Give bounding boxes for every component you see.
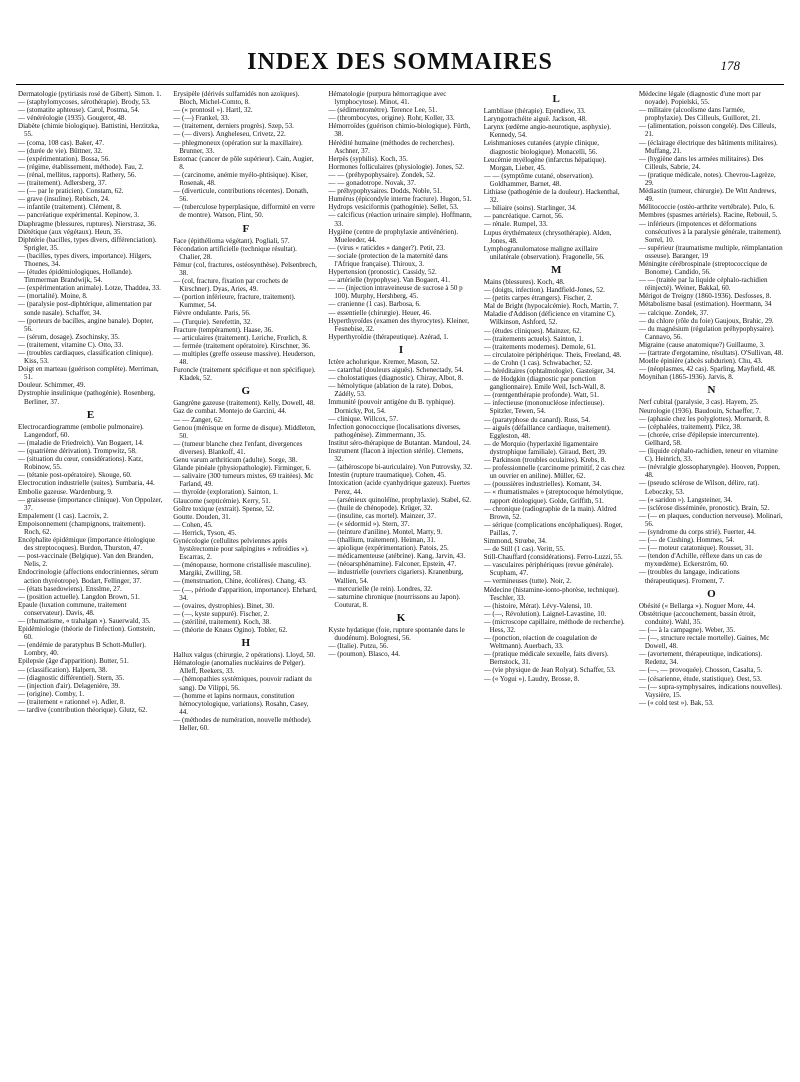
page-header: [0, 0, 800, 75]
index-entry: — (porteurs de bacilles, angine banale). Dopter, 56.: [18, 316, 154, 333]
index-entry: — (bacilles, types divers, importance). Hilgers, Thoenes, 34.: [18, 251, 152, 268]
index-entry: — du chlore (rôle du foie) Gaujoux, Brahic, 29.: [638, 316, 774, 325]
index-entry: Epidémiologie (théorie de l'infection). Gottstein, 60.: [18, 625, 156, 642]
index-entry: Institut séro-thérapique de Butantan. Mandoul, 24.: [328, 438, 471, 447]
index-entry: — (situation du cœur, considérations). Katz, Robinow, 55.: [18, 455, 143, 472]
index-entry: Fièvre ondulante. Paris, 56.: [173, 309, 251, 318]
index-entry: — (ponction, réaction de coagulation de Weltmann). Auerbach, 33.: [483, 634, 598, 651]
index-entry: — mercurielle (le rein). Londres, 32.: [328, 584, 433, 593]
index-entry: — (— divers). Angheleseu, Crivetz, 22.: [173, 130, 286, 139]
section-letter: O: [707, 587, 716, 600]
index-entry: — (Turquie). Serefettin, 32.: [173, 317, 253, 326]
index-entry: — artérielle (hypophyse). Van Bogaert, 41.: [328, 276, 450, 285]
index-entry: — vasculaires périphériques (revue générale). Scupham, 47.: [483, 561, 614, 578]
index-entry: — (pratique médicale, notes). Chevrou-Lagrèze, 29.: [638, 170, 776, 188]
index-entry: — (doigts, infection). Handfield-Jones, 52.: [483, 286, 605, 295]
index-entry: — (rœntgenthérapie profonde). Watt, 51.: [483, 391, 599, 400]
index-entry: — pancréatique expérimental. Kepinow, 3.: [18, 211, 140, 220]
index-entry: Gaz de combat. Montejo de Garcini, 44.: [173, 407, 287, 416]
index-entry: — (césarienne, étude, statistique). Oest, 53.: [638, 674, 762, 683]
index-entry: Migraine (cause anatomique?) Guillaume, 3.: [638, 340, 765, 349]
index-entry: Hémorroïdes (guérison chimio-biologique). Fürth, 38.: [328, 122, 471, 139]
index-entry: — graisseuse (importance clinique). Von Oppolzer, 37.: [18, 495, 163, 512]
index-entry: — (virus « raticides » danger?). Petit, 23.: [328, 243, 446, 252]
index-entry: — (théorie de Knaus Ogino). Tobler, 62.: [173, 626, 288, 634]
index-entry: — de Hodgkin (diagnostic par ponction ganglionnaire). Emile Weil, Isch-Wall, 8.: [483, 375, 606, 392]
index-entry: Médecine (histamine-ionto-phorèse, technique). Teschler, 33.: [483, 585, 620, 602]
index-entry: — (rhumatisme, « trahalgan »). Sauerwald, 35.: [18, 617, 151, 625]
index-entry: Goître toxique (extrait). Spense, 52.: [173, 504, 275, 513]
index-entry: — (diagnostic différentiel). Stern, 35.: [18, 673, 125, 682]
index-entry: — (expérimentation animale). Lotze, Thaddea, 33.: [18, 284, 161, 293]
index-entry: — (injection d'air). Delagenière, 39.: [18, 681, 121, 690]
index-entry: — (expérimentation). Bossa, 56.: [18, 154, 110, 163]
index-entry: — — (symptôme cutané, observation). Goldhammer, Barnet, 48.: [483, 171, 594, 188]
index-entry: — (céphalées, traitement). Pilcz, 38.: [638, 422, 742, 431]
index-entry: — (paralysie post-diphtérique, alimentation par sonde nasale). Schaffer, 34.: [18, 300, 153, 317]
index-entry: — (aphasie chez les polyglottes). Mornardt, 8.: [638, 414, 770, 423]
index-column-3: [328, 90, 473, 1074]
index-entry: Goutte. Douden, 31.: [173, 512, 231, 521]
index-entry: — (col, fracture, fixation par crochets de Kirschner). Dyas, Aries, 49.: [173, 277, 289, 294]
index-entry: Hygiène (centre de prophylaxie antivénérien). Mueleeder, 44.: [328, 227, 459, 244]
index-entry: Moelle épinière (abcès subdurien). Chu, 43.: [638, 357, 763, 366]
index-entry: — Parkinson (troubles oculaires). Krebs, 8.: [483, 456, 607, 465]
index-column-2: [173, 90, 318, 1074]
index-entry: Mains (blessures). Koch, 48.: [483, 277, 565, 286]
index-entry: — (huile de chénopode). Krüger, 32.: [328, 503, 433, 512]
index-entry: — (— en plaques, conduction nerveuse). Molinari, 56.: [638, 511, 783, 528]
index-entry: Hyperthyroïdie (thérapeutique). Azérad, 1.: [328, 332, 449, 341]
index-entry: Diététique (aux végétaux). Heun, 35.: [18, 227, 123, 236]
index-entry: Furoncle (traitement spécifique et non spécifique). Kladek, 52.: [173, 366, 316, 383]
section-letter: K: [396, 611, 406, 624]
index-entry: — (thallium, traitement). Heiman, 31.: [328, 536, 436, 545]
index-entry: Hydrops vesiciformis (pathogénie). Sellet, 53.: [328, 203, 459, 212]
index-entry: — (sérum, dosage). Zsochinsky, 35.: [18, 332, 120, 341]
index-entry: Ictère acholurique. Kremer, Mason, 52.: [328, 358, 440, 366]
index-entry: — de Crohn (1 cas). Schwabacher, 52.: [483, 358, 593, 367]
index-entry: Face (épithélioma végétant). Pogliali, 57.: [173, 236, 290, 245]
index-entry: — clinique. Willcox, 57.: [328, 414, 399, 423]
index-entry: — (stomatite aphteuse). Carol, Postma, 54.: [18, 106, 140, 115]
index-entry: Empoisonnement (champignons, traitement). Roch, 62.: [18, 519, 146, 536]
index-entry: Médiastin (tumeur, chirurgie). De Witt Andrews, 49.: [638, 187, 777, 204]
index-entry: — fermée (traitement opératoire). Kirschner, 36.: [173, 341, 311, 350]
index-entry: Hérédité humaine (méthodes de recherches). Aschner, 37.: [328, 138, 455, 155]
index-entry: — (position actuelle). Langdon Brown, 51.: [18, 592, 140, 601]
page-title: INDEX DES SOMMAIRES: [247, 49, 553, 75]
index-entry: Mélitococcie (ostéo-arthrite vertébrale). Pulo, 6.: [638, 203, 775, 212]
index-entry: Humérus (épicondyle interne fracture). Hugon, 51.: [328, 195, 472, 204]
index-entry: — (homme et lapins normaux, constitution hémocytologique, variations). Rosahn, Casey, 44.: [173, 691, 309, 716]
index-entry: — (sédimentomètre). Terence Lee, 51.: [328, 106, 438, 115]
index-entry: — calcique. Zondek, 37.: [638, 308, 709, 317]
index-entry: — (— supra-symphysaires, indications nouvelles). Vaysière, 15.: [638, 682, 783, 699]
index-columns: [18, 90, 784, 1074]
index-entry: — grave (insuline). Rebisch, 24.: [18, 195, 110, 204]
index-entry: — (— moteur catatonique). Rousset, 31.: [638, 544, 754, 553]
index-entry: — (—, période d'apparition, importance). Ehrhard, 34.: [173, 585, 317, 602]
index-entry: Endocrinologie (affections endocriniennes, sérum action thyréotrope). Bodart, Fellinger, 37.: [18, 568, 159, 585]
index-entry: — (— à la campagne). Weber, 35.: [638, 626, 736, 634]
index-entry: Lupus érythémateux (chrysothérapie). Alden, Jones, 48.: [483, 228, 612, 245]
index-entry: — vermineuses (tutte). Noir, 2.: [483, 577, 572, 586]
index-entry: Still-Chauffard (considérations). Ferro-Luzzi, 55.: [483, 553, 623, 562]
index-entry: — (staphylomycoses, sérothérapie). Brody, 53.: [18, 98, 151, 107]
page-number: 178: [720, 58, 740, 73]
index-entry: — (tuberculose hyperplasique, difformité en verre de montre). Watson, Flint, 50.: [173, 203, 315, 220]
index-entry: — — gonadotrope. Novak, 37.: [328, 179, 416, 188]
index-entry: — supérieur (traumatisme multiple, réimplantation osseuse). Baranger, 19: [638, 243, 783, 260]
index-entry: — du magnésium (régulation préhypophysaire). Cannavo, 56.: [638, 324, 775, 341]
index-entry: Immunité (pouvoir antigène du B. typhique). Dornicky, Pot, 54.: [328, 398, 456, 415]
index-entry: Genu varum arthriticum (adulte). Sorge, 38.: [173, 456, 298, 465]
index-entry: — (—, — provoquée). Chosson, Casalta, 5.: [638, 666, 763, 675]
index-entry: Dermatologie (pytiriasis rosé de Gibert). Simon. 1.: [18, 90, 162, 98]
section-letter: N: [707, 384, 716, 397]
index-entry: — (menstruation, Chine, écolières). Chang, 43.: [173, 577, 307, 586]
index-entry: — (pseudo sclérose de Wilson, délire, rat). Leboczky, 53.: [638, 479, 760, 496]
section-letter: I: [398, 343, 404, 356]
index-entry: Herpès (syphilis). Koch, 35.: [328, 154, 408, 163]
index-entry: — (sclérose disséminée, pronostic). Brain, 52.: [638, 503, 770, 512]
header-rule: [16, 84, 784, 85]
index-entry: — (traitement, vitamine C). Otto, 33.: [18, 340, 124, 349]
index-entry: Maladie d'Addison (déficience en vitamine C). Wilkinson, Ashford, 52.: [483, 310, 616, 327]
index-entry: — salivaire (300 tumeurs mixtes, 69 traitées). Mc Farland, 49.: [173, 472, 314, 489]
index-entry: Métabolisme basal (estimation). Hoermann, 34: [638, 300, 772, 309]
index-entry: Epilepsie (âge d'apparition). Butter, 51.: [18, 657, 129, 666]
index-entry: — (origine). Comby, 1.: [18, 689, 85, 698]
index-entry: — (traitement). Adlersberg, 37.: [18, 179, 107, 188]
index-column-5: [639, 90, 784, 1074]
index-entry: — (—, kyste suppuré). Fischer, 2.: [173, 609, 270, 618]
section-letter: G: [241, 385, 251, 398]
index-entry: — (traitement « rationnel »). Adler, 8.: [18, 697, 126, 706]
index-entry: Electrocution industrielle (suites). Sumbaria, 44.: [18, 479, 155, 488]
index-entry: Intoxication (acide cyanhydrique gazeux). Fuertes Perez, 44.: [328, 479, 470, 496]
index-entry: — (« sédormid »). Stern, 37.: [328, 519, 410, 528]
index-entry: — infantile (traitement). Clément, 8.: [18, 203, 122, 212]
index-entry: — (éclairage électrique des bâtiments militaires). Muffang, 21.: [638, 138, 778, 155]
index-entry: — (névralgie glossopharyngée). Hooven, Poppen, 48.: [638, 463, 780, 480]
index-entry: — (mortalité). Moine, 8.: [18, 292, 88, 301]
section-letter: H: [241, 637, 251, 650]
index-entry: Hématologie (anomalies nucléaires de Pelger). Alleff, Reekers, 33.: [173, 659, 305, 676]
index-entry: Méningite cérébrospinale (streptococcique de Bonome). Candido, 56.: [638, 259, 768, 277]
index-entry: Glaucome (septicémie). Kerry, 51.: [173, 496, 271, 505]
index-entry: Mal de Bright (hypocalcémie). Roch, Martin, 7.: [483, 302, 619, 311]
index-entry: Lymphogranulomatose maligne axillaire unilatérale (observation). Fragonelle, 56.: [483, 244, 605, 261]
index-entry: — (quatrième dérivation). Trompwitz, 58.: [18, 447, 137, 456]
section-letter: M: [551, 263, 562, 276]
index-entry: — multiples (greffe osseuse massive). Heuderson, 48.: [173, 349, 315, 366]
index-entry: Hallux valgus (chirurgie, 2 opérations). Lloyd, 50.: [173, 651, 316, 660]
index-entry: — (—, Révolution). Laignel-Lavastine, 10.: [483, 609, 607, 618]
index-entry: — — Zanger, 62.: [173, 415, 223, 424]
index-entry: Diphtérie (bacilles, types divers, différenciation). Sprigler, 35.: [18, 235, 157, 252]
index-entry: — chronique (radiographie de la main). Aldred Brown, 52.: [483, 504, 617, 521]
index-entry: Glande pinéale (physiopathologie). Firminger, 6.: [173, 464, 311, 473]
index-entry: — sérique (complications encéphaliques). Roger, Paillas, 7.: [483, 520, 623, 537]
index-entry: — (syndrome du corps strié). Fuerter, 44.: [638, 527, 756, 536]
index-entry: — — (traitée par la liquide céphalo-rachidien réinjecté). Weiner, Bakkal, 60.: [638, 276, 768, 293]
index-entry: — (classification). Halpern, 38.: [18, 665, 108, 674]
index-entry: Médecine légale (diagnostic d'une mort par noyade). Popielski, 55.: [638, 90, 761, 107]
index-entry: — cholostatiques (diagnostic). Chiray, Albot, 8.: [328, 374, 464, 383]
index-entry: Mérigot de Treigny (1860-1936). Desfosses, 8.: [638, 292, 772, 301]
index-entry: — (hygiène dans les armées militaires). Des Cilleuls, Sabrie, 24.: [638, 154, 764, 171]
index-entry: Leucémie myélogène (infarctus hépatique). Morgan, Lieber, 45.: [483, 155, 607, 172]
index-entry: — (insuline, cas mortel). Mainzer, 37.: [328, 511, 436, 520]
index-entry: Doigt en marteau (guérison complète). Merriman, 51.: [18, 365, 159, 382]
index-entry: — (néoarsphénamine). Falconer, Epstein, 47.: [328, 560, 457, 569]
index-entry: Fémur (col, fractures, ostéosynthèse). Pelsenbrech, 38.: [173, 260, 317, 277]
index-entry: — apiolique (expérimentation). Patois, 25.: [328, 544, 449, 553]
index-entry: Empalement (1 cas). Lacroix, 2.: [18, 511, 109, 520]
index-entry: — (troubles du langage, indications thérapeutiques). Froment, 7.: [638, 568, 740, 585]
index-entry: — (—) Frankel, 33.: [173, 114, 230, 123]
index-entry: Diaphragme (blessures, ruptures). Nierstrasz, 36.: [18, 219, 157, 228]
index-entry: — (poumon). Blasco, 44.: [328, 650, 401, 659]
index-entry: — (traitement, derniers progrès). Szep, 53.: [173, 122, 294, 131]
index-column-4: [484, 90, 629, 1074]
index-entry: — (alimentation, poisson congelé). Des Cilleuls, 21.: [638, 122, 777, 139]
index-entry: — (études cliniques). Mainzer, 62.: [483, 326, 582, 335]
index-entry: Leishmanioses cutanées (atypie clinique, diagnostic biologique). Monacelli, 56.: [483, 139, 600, 156]
index-entry: — biliaire (soins). Starlinger, 34.: [483, 204, 577, 213]
index-entry: — (—, structure rectale mortelle). Gaines, Mc Dowell, 48.: [638, 634, 770, 651]
index-entry: — (troubles cardiaques, classification clinique). Kiss, 53.: [18, 349, 154, 366]
section-letter: L: [552, 93, 560, 105]
index-entry: — (tumeur blanche chez l'enfant, divergences diverses). Blankoff, 41.: [173, 439, 303, 456]
index-entry: — (coma, 108 cas). Baker, 47.: [18, 138, 105, 147]
index-entry: — (tétanie post-opératoire). Skouge, 60.: [18, 471, 132, 480]
index-column-1: [18, 90, 163, 1074]
index-entry: Obésité (« Bellarga »). Noguer More, 44.: [638, 601, 756, 610]
index-entry: — sociale (protection de la maternité dans l'Afrique française). Thiroux, 3.: [328, 251, 448, 268]
index-entry: — vénéréologie (1935). Gougerot, 48.: [18, 114, 127, 123]
index-entry: — (vie physique de Jean Rolyat). Schaffer, 53.: [483, 666, 616, 675]
index-entry: — tardive (contribution théorique). Glutz, 62.: [18, 706, 148, 715]
index-entry: — (microscope capillaire, méthode de recherche). Hess, 32.: [483, 617, 625, 634]
index-entry: — Cohen, 45.: [173, 520, 213, 529]
index-entry: — (chorée, crise d'épilepsie intercurrente). Gellhard, 58.: [638, 430, 760, 447]
index-entry: — préhypophysaires. Dodds, Noble, 51.: [328, 187, 442, 196]
index-entry: — (« cold test »). Bak, 53.: [638, 698, 714, 707]
index-entry: Fracture (tempérament). Haase, 36.: [173, 325, 273, 334]
index-entry: Fécondation artificielle (technique résultat). Chalier, 28.: [173, 244, 297, 261]
index-entry: — (thrombocytes, origine). Rohr, Koller, 33.: [328, 114, 455, 123]
index-entry: — (histoire, Mérat). Lévy-Valensi, 10.: [483, 601, 593, 610]
index-entry: — médicamenteuse (atébrine). Kang, Jarvin, 43.: [328, 552, 466, 561]
index-entry: Infection gonococcique (localisations diverses, pathogénèse). Zimmermann, 35.: [328, 422, 461, 439]
index-entry: Douleur. Schimmer, 49.: [18, 381, 86, 390]
index-entry: — (traitements actuels). Sainton, 1.: [483, 334, 584, 343]
index-entry: — phlegmoneux (opération sur la maxillaire). Brunner, 33.: [173, 138, 303, 155]
index-entry: — pancréatique. Carnot, 56.: [483, 212, 564, 221]
index-entry: Gynécologie (cellulites pelviennes après hystérectomie pour salpingites « refroidies »). Escarras, 2.: [173, 536, 309, 562]
index-entry: Hypertension (pronostic). Cassidy, 52.: [328, 268, 437, 277]
index-entry: Laryngotrachéite aiguë. Jackson, 48.: [483, 115, 587, 124]
index-entry: — calcificus (réaction urinaire simple). Hoffmann, 33.: [328, 211, 472, 228]
index-entry: — de Morquio (hyperlaxité ligamentaire dystrophique familiale). Giraud, Bert, 39.: [483, 439, 607, 456]
index-entry: — industrielle (ouvriers cigariers). Kranenburg, Wallien, 54.: [328, 568, 464, 585]
index-entry: — — (injection intraveineuse de sucrose à 50 p 100). Murphy, Hershberg, 45.: [328, 284, 463, 301]
index-entry: Kyste hydatique (foie, rupture spontanée dans le duodénum). Bolognesi, 56.: [328, 626, 465, 643]
index-entry: — (traitements modernes). Demole, 61.: [483, 342, 596, 351]
index-entry: Embolie gazeuse. Wardenburg, 9.: [18, 487, 113, 496]
index-entry: — cranienne (1 cas). Barbosa, 6.: [328, 300, 421, 309]
index-entry: — thyroïde (exploration). Sainton, 1.: [173, 488, 278, 497]
index-entry: — post-vaccinale (Belgique). Van den Branden, Nelis, 2.: [18, 552, 154, 569]
index-entry: — (teinture d'aniline). Montel, Marty, 9.: [328, 527, 443, 536]
index-entry: Moynihan (1865-1936). Jarvis, 8.: [638, 373, 734, 382]
index-entry: Encéphalite épidémique (importance étiologique des streptocoques). Burdon, Thurston, 47.: [18, 536, 156, 553]
index-entry: Larynx (œdème angio-neurotique, asphyxie). Kennedy, 54.: [483, 123, 611, 140]
index-entry: Epaule (luxation commune, traitement conservateur). Davis, 48.: [18, 600, 127, 617]
index-entry: Electrocardiogramme (embolie pulmonaire). Langendorf, 60.: [18, 422, 144, 439]
index-entry: — (études épidémiologiques, Hollande). Timmerman Brandwijk, 54.: [18, 268, 133, 285]
index-entry: — militaire (alcoolisme dans l'armée, prophylaxie). Des Cilleuls, Guilloret, 21.: [638, 106, 761, 123]
index-entry: Obstétrique (accouchement, bassin étroit, conduite). Wahl, 35.: [638, 609, 756, 626]
index-entry: — (stérilité, traitement). Koch, 38.: [173, 617, 272, 626]
index-entry: — — (préhypophysaire). Zondek, 52.: [328, 170, 436, 179]
index-entry: Instrument (flacon à injection stérile). Clemens, 32.: [328, 447, 464, 464]
index-entry: — (— de Cushing). Hommes, 54.: [638, 536, 735, 545]
index-entry: — (poussières industrielles). Komant, 34.: [483, 480, 602, 489]
index-entry: — professionnelle (carcinome primitif, 2 cas chez un ouvrier en aniline). Müller, 62.: [483, 464, 625, 481]
index-entry: — aiguës (défaillance cardiaque, traitement). Eggleston, 48.: [483, 423, 611, 440]
index-entry: — articulaires (traitement). Leriche, Frœlich, 8.: [173, 333, 308, 342]
index-entry: — (petits carpes étrangers). Fischer, 2.: [483, 294, 593, 303]
index-entry: — (— par le praticien). Constam, 62.: [18, 187, 124, 196]
index-entry: — circulatoire périphérique. Theis, Freeland, 48.: [483, 350, 622, 359]
section-letter: F: [242, 222, 250, 235]
index-entry: — « rhumatismales » (streptocoque hémolytique, rapport étiologique). Golde, Griffith, 51.: [483, 488, 623, 505]
index-entry: — (maladie de Friedreich). Van Bogaert, 14.: [18, 438, 144, 447]
index-entry: — (« saridon »). Langsteiner, 34.: [638, 495, 733, 504]
index-entry: — (ménopause, hormone cristallisée masculine). Margiki, Zwilling, 58.: [173, 561, 311, 578]
index-entry: Gangrène gazeuse (traitement). Kelly, Dowell, 48.: [173, 399, 315, 408]
index-entry: Simmond, Strœbe, 34.: [483, 536, 547, 545]
index-entry: — (tartrate d'ergotamine, résultats). O'Sullivan, 48.: [638, 349, 784, 357]
index-entry: Lithiase (pathogénie de la douleur). Hackenthal, 32.: [483, 188, 620, 205]
index-entry: — saturnine chronique (nourrissons au Japon). Couturat, 8.: [328, 592, 461, 609]
index-entry: — (tendon d'Achille, réflexe dans un cas de myxœdème). Eckerström, 60.: [638, 552, 763, 569]
index-entry: — héréditaires (ophtalmologie). Gasteiger, 34.: [483, 367, 616, 375]
index-entry: — (carcinome, anémie myélo-phtisique). Kiser, Rosenak, 48.: [173, 170, 308, 188]
index-entry: — essentielle (chirurgie). Heuer, 46.: [328, 308, 432, 317]
index-entry: — (« prontosil »). Hartl, 32.: [173, 106, 253, 115]
index-entry: Diabète (chimie biologique). Battistini, Herzitzka, 55.: [18, 122, 160, 139]
index-entry: Hématologie (purpura hémorragique avec lymphocytose). Minot, 41.: [328, 90, 447, 107]
index-entry: Estomac (cancer de pôle supérieur). Cain, Augier, 8.: [173, 154, 314, 171]
index-entry: Nerf cubital (paralysie, 3 cas). Hayem, 25.: [638, 398, 759, 407]
index-entry: — (méthodes de numération, nouvelle méthode). Heller, 60.: [173, 715, 312, 733]
index-entry: — (ovaires, dystrophies). Binet, 30.: [173, 601, 275, 610]
index-entry: — (Italie). Putzu, 56.: [328, 642, 389, 651]
index-entry: Hormones folliculaires (physiologie). Jones, 52.: [328, 162, 465, 171]
index-entry: Intestin (rupture traumatique). Cohen, 45.: [328, 471, 447, 480]
index-entry: — (athéroscope bi-auriculaire). Von Putrovsky, 32.: [328, 463, 473, 472]
index-entry: — (portion inférieure, fracture, traitement). Kummer, 54.: [173, 293, 296, 310]
index-entry: — (arsénieux quinoléïne, prophylaxie). Stabel, 62.: [328, 495, 472, 504]
index-entry: — (rénal, mellitus, rapports). Rathery, 56.: [18, 170, 137, 179]
index-entry: — catarrhal (douleurs aiguës). Schenectady, 54.: [328, 366, 464, 375]
index-entry: — inférieurs (impotences et déformations consécutives à la paralysie générale, traitement). Sorrel, 10.: [638, 219, 782, 244]
index-entry: Erysipèle (dérivés sulfamidés non azoïques). Bloch, Michel-Comto, 8.: [173, 90, 300, 107]
index-entry: — (hémopathies systémiques, pouvoir radiant du sang). De Vilippi, 56.: [173, 675, 312, 692]
index-entry: — de Still (1 cas). Veritt, 55.: [483, 545, 565, 554]
index-entry: — (durée de vie). Büttner, 32.: [18, 146, 103, 155]
index-entry: — (pratique médicale sexuelle, faits divers). Bernstock, 31.: [483, 650, 609, 667]
index-entry: — (paratyphose du canard). Russ, 54.: [483, 415, 591, 424]
index-entry: — (diverticule, contributions récentes). Donath, 56.: [173, 187, 309, 204]
index-entry: Genou (ménisque en forme de disque). Middleton, 50.: [173, 423, 316, 440]
index-entry: Membres (spasmes artériels). Racine, Rebouil, 5.: [638, 211, 778, 220]
index-entry: — rénale. Rumpel, 33.: [483, 220, 548, 229]
index-entry: — (régime, établissement, méthode). Fau, 2.: [18, 162, 144, 171]
section-letter: E: [86, 408, 95, 421]
index-entry: Lambliase (thérapie). Ependiew, 33.: [483, 107, 586, 116]
index-entry: Dystrophie insulinique (pathogénie). Rosenberg, Berliner, 37.: [18, 389, 156, 406]
index-entry: — (néoplasmes, 42 cas). Sparling, Mayfield, 48.: [638, 365, 776, 374]
index-entry: — Herrick, Tyson, 45.: [173, 528, 237, 537]
index-entry: — (« Yogui »). Laudry, Brosse, 8.: [483, 674, 580, 683]
index-entry: — hémolytique (ablation de la rate). Dobos, Zádély, 53.: [328, 382, 453, 399]
index-entry: — (endémie de paratyphus B Schott-Muller). Lombry, 40.: [18, 641, 146, 658]
index-entry: Neurologie (1936). Baudouin, Schaeffer, 7.: [638, 406, 761, 415]
index-entry: Hyperthyroïdes (examen des thyrocytes). Kleiner, Fesnebise, 32.: [328, 316, 470, 333]
index-entry: — (avortement, thérapeutique, indications). Redenz, 34.: [638, 650, 763, 667]
index-entry: — (états basedowiens). Ensslme, 27.: [18, 584, 122, 593]
index-entry: — infectieuse (mononucléose infectieuse). Spitzler, Tewen, 54.: [483, 399, 605, 416]
index-entry: — (liquide céphalo-rachidien, teneur en vitamine C). Heinrich, 33.: [638, 447, 778, 464]
